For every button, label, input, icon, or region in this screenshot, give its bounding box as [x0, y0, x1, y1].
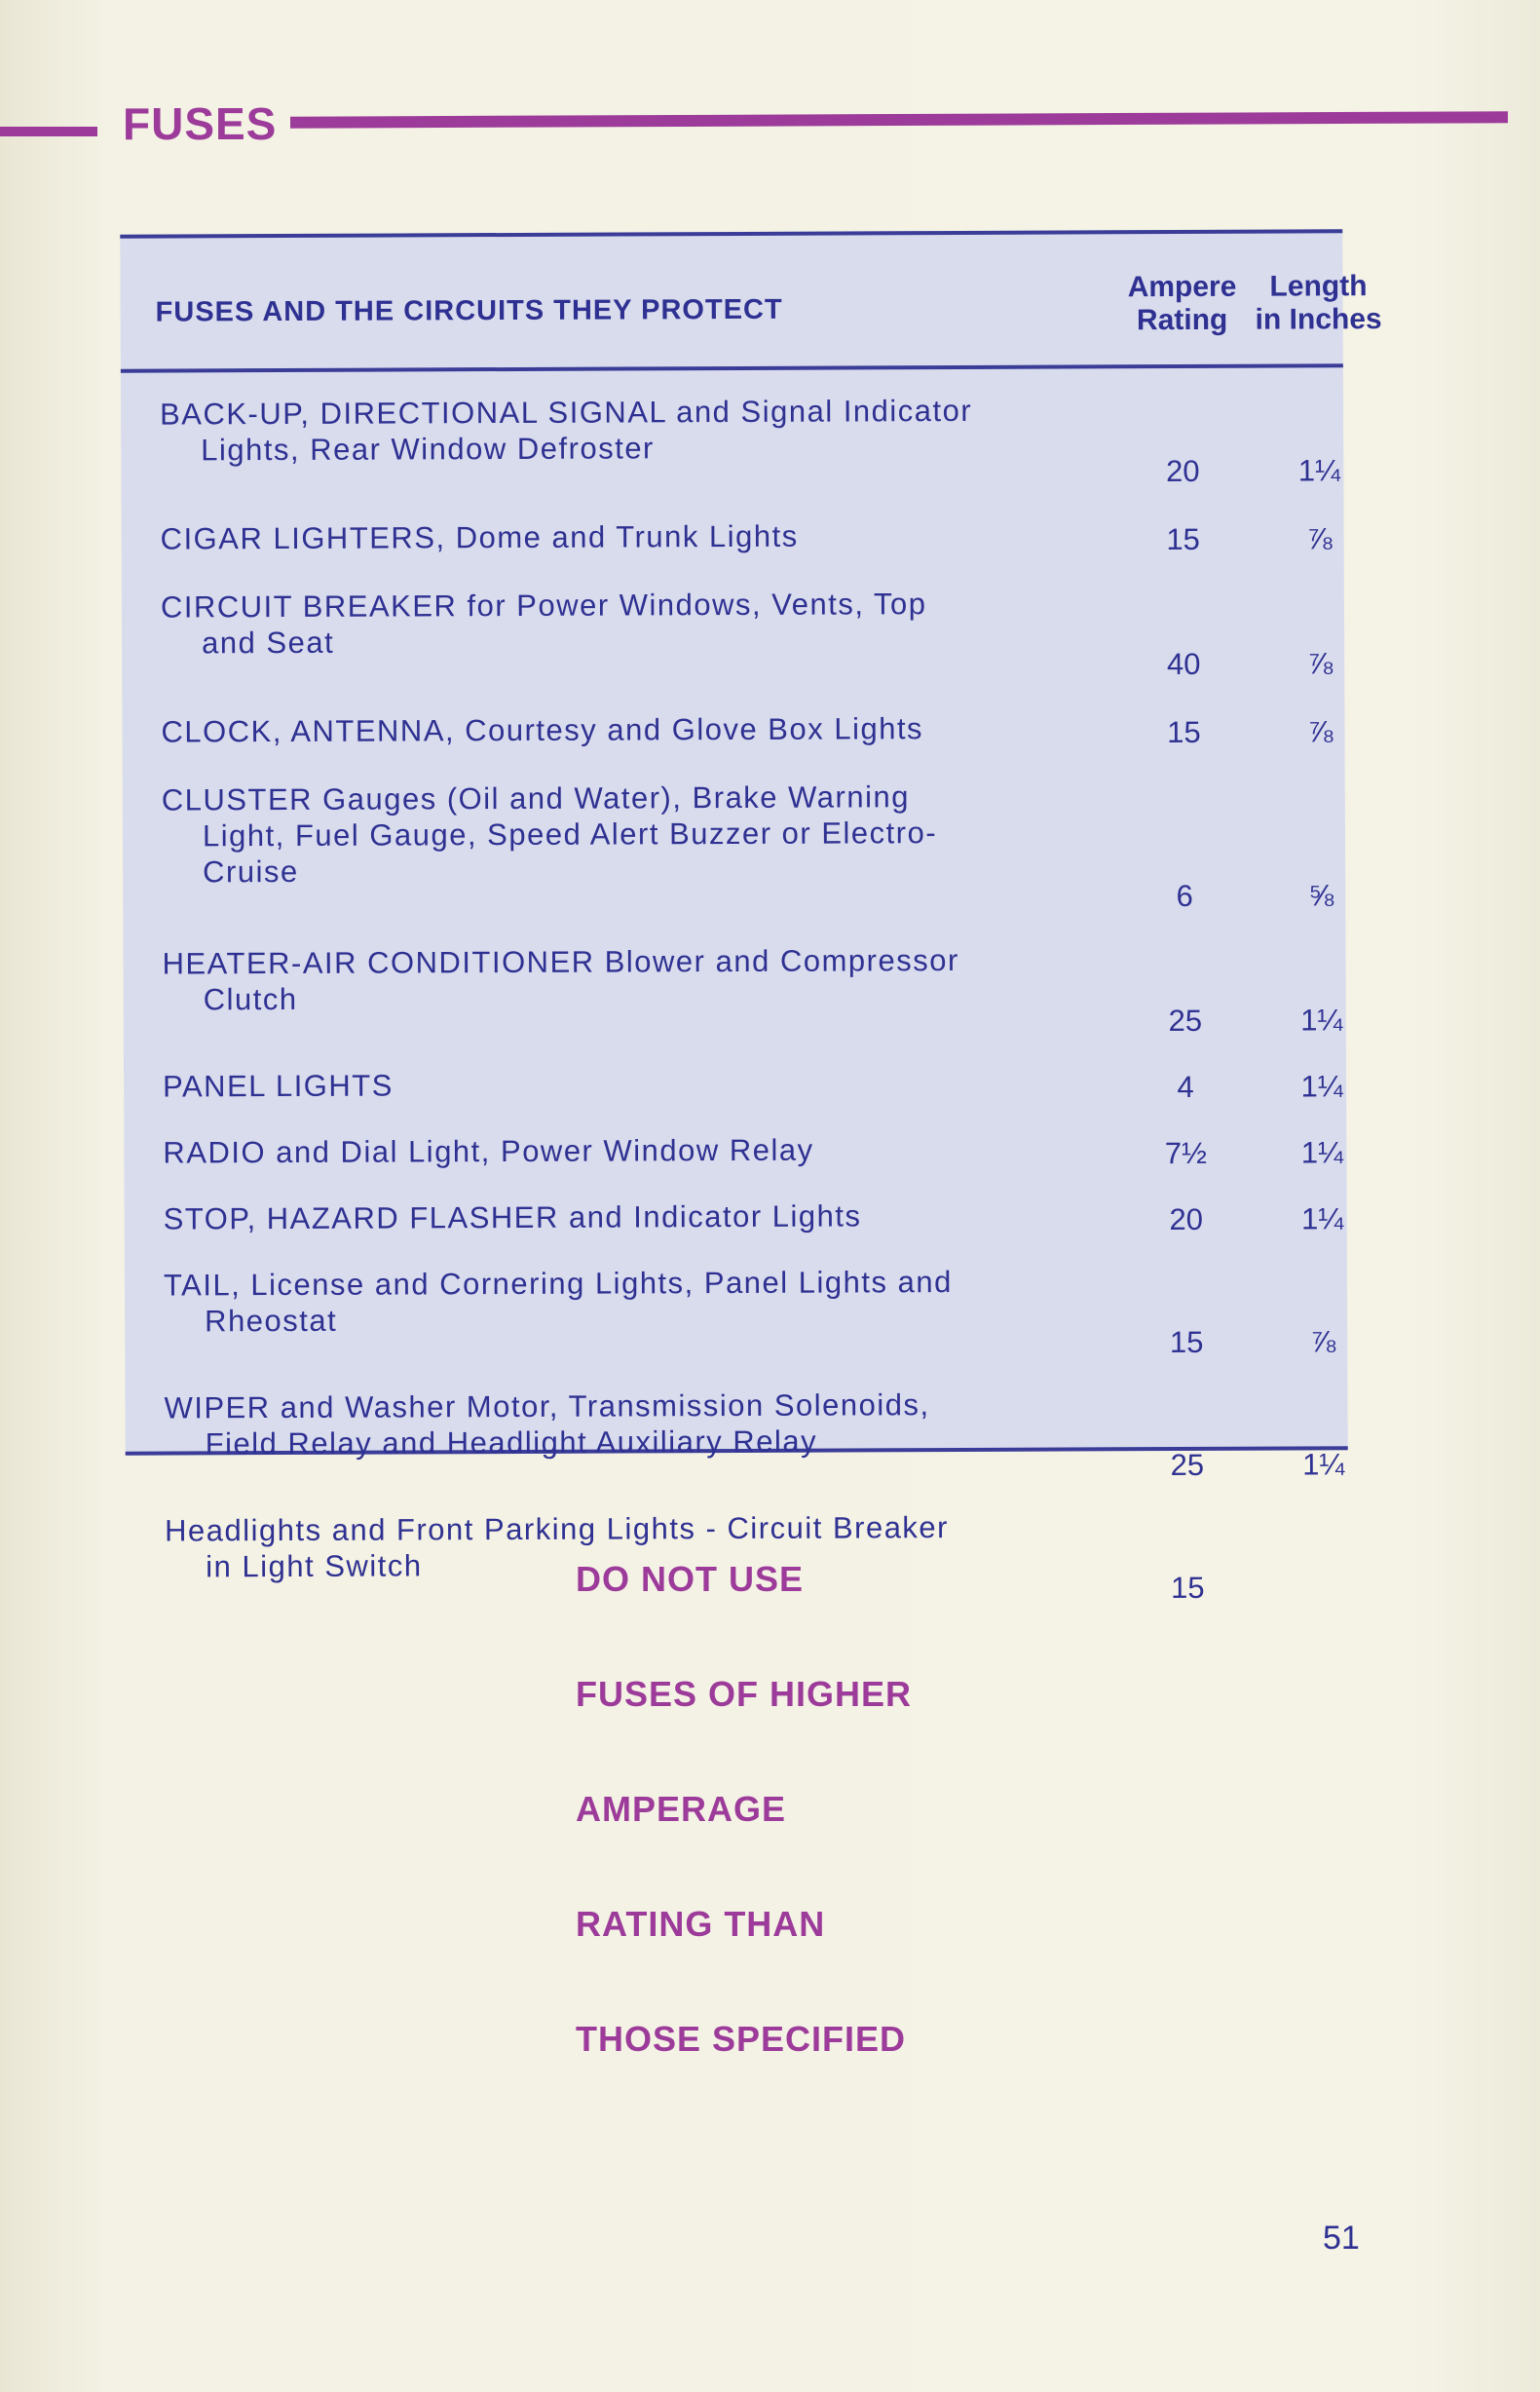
- warning-line4: RATING THAN: [576, 1904, 826, 1944]
- ampere-value: 20: [1166, 453, 1200, 489]
- table-row: [122, 515, 1344, 561]
- ampere-value: 7½: [1164, 1135, 1208, 1171]
- header-ampere-rating: [1104, 271, 1259, 338]
- warning-line2: FUSES OF HIGHER: [576, 1674, 913, 1714]
- table-row: [124, 1063, 1346, 1109]
- title-rule-right: [290, 111, 1508, 128]
- description-line1: CLUSTER Gauges (Oil and Water), Brake Warning: [161, 779, 910, 817]
- table-row: [125, 1196, 1347, 1241]
- ampere-value: 20: [1169, 1201, 1204, 1237]
- description-line2: Field Relay and Headlight Auxiliary Relay: [205, 1424, 818, 1462]
- length-value: ⅞: [1306, 521, 1333, 556]
- table-header: [120, 233, 1382, 372]
- description-line1: RADIO and Dial Light, Power Window Relay: [163, 1132, 814, 1170]
- ampere-value: 6: [1176, 878, 1193, 914]
- circuit-description: [163, 1131, 1059, 1171]
- ampere-value: 4: [1177, 1069, 1194, 1105]
- header-ampere-line1: Ampere: [1127, 270, 1237, 304]
- header-length-line1: Length: [1269, 270, 1368, 303]
- description-line3: Cruise: [203, 854, 299, 890]
- table-row: [125, 1262, 1347, 1364]
- warning-line3: AMPERAGE: [576, 1789, 787, 1829]
- circuit-description: [163, 1065, 1059, 1105]
- warning-line5: THOSE SPECIFIED: [576, 2019, 907, 2059]
- table-row: [122, 708, 1344, 754]
- table-row: [124, 1129, 1346, 1175]
- description-line1: Headlights and Front Parking Lights - Circuit Breaker: [165, 1510, 950, 1548]
- length-value: 1¼: [1297, 453, 1340, 488]
- description-line2: in Light Switch: [206, 1548, 423, 1584]
- length-value: ⅞: [1307, 646, 1333, 681]
- description-line1: WIPER and Washer Motor, Transmission Solenoids,: [164, 1387, 930, 1425]
- length-value: 1¼: [1301, 1201, 1344, 1236]
- description-line2: and Seat: [202, 625, 335, 661]
- description-line1: TAIL, License and Cornering Lights, Panel Lights and: [163, 1265, 953, 1303]
- ampere-value: 15: [1171, 1570, 1205, 1606]
- description-line1: HEATER-AIR CONDITIONER Blower and Compressor: [162, 942, 959, 981]
- header-circuits: FUSES AND THE CIRCUITS THEY PROTECT: [155, 293, 783, 328]
- description-line1: BACK-UP, DIRECTIONAL SIGNAL and Signal Indicator: [160, 393, 973, 432]
- circuit-description: [164, 1197, 1060, 1237]
- section-header: [0, 97, 1540, 156]
- ampere-value: 15: [1167, 714, 1201, 750]
- circuit-description: [162, 942, 1058, 1018]
- length-value: 1¼: [1300, 1003, 1343, 1038]
- header-length: [1250, 270, 1386, 337]
- ampere-value: 15: [1166, 521, 1200, 557]
- warning-notice: [576, 1559, 1258, 2134]
- length-value: ⅞: [1307, 714, 1333, 749]
- warning-line1: DO NOT USE: [576, 1559, 805, 1599]
- circuit-description: [161, 517, 1057, 557]
- description-line1: STOP, HAZARD FLASHER and Indicator Lights: [163, 1198, 862, 1236]
- length-value: 1¼: [1300, 1135, 1344, 1170]
- ampere-value: 25: [1170, 1447, 1205, 1483]
- description-line2: Rheostat: [205, 1303, 338, 1339]
- description-line1: PANEL LIGHTS: [163, 1068, 394, 1104]
- header-ampere-line2: Rating: [1136, 303, 1228, 337]
- length-value: ⅝: [1308, 878, 1334, 913]
- circuit-description: [162, 778, 1058, 891]
- page-title: FUSES: [123, 98, 278, 149]
- description-line2: Light, Fuel Gauge, Speed Alert Buzzer or Electro-: [202, 816, 938, 854]
- circuit-description: [164, 1386, 1060, 1462]
- description-line1: CIGAR LIGHTERS, Dome and Trunk Lights: [160, 518, 799, 556]
- table-body: [121, 367, 1349, 1610]
- table-row: [122, 584, 1344, 686]
- table-row: [123, 777, 1346, 918]
- circuit-description: [161, 586, 1057, 662]
- ampere-value: 25: [1168, 1003, 1203, 1039]
- ampere-value: 40: [1166, 646, 1201, 682]
- title-rule-left: [0, 127, 97, 136]
- ampere-value: 15: [1169, 1324, 1204, 1360]
- description-line2: Clutch: [203, 981, 298, 1017]
- circuit-description: [161, 710, 1057, 750]
- circuit-description: [160, 393, 1056, 469]
- table-row: [125, 1385, 1347, 1487]
- header-length-line2: in Inches: [1255, 303, 1382, 336]
- description-line1: CLOCK, ANTENNA, Courtesy and Glove Box Lights: [161, 711, 924, 749]
- length-value: ⅞: [1310, 1324, 1336, 1359]
- page-number: 51: [1323, 2220, 1360, 2257]
- description-line1: CIRCUIT BREAKER for Power Windows, Vents, Top: [160, 587, 927, 625]
- description-line2: Lights, Rear Window Defroster: [201, 431, 655, 468]
- circuit-description: [164, 1264, 1060, 1340]
- length-value: 1¼: [1302, 1447, 1345, 1482]
- table-row: [123, 940, 1345, 1043]
- length-value: 1¼: [1300, 1069, 1343, 1104]
- table-row: [121, 391, 1343, 493]
